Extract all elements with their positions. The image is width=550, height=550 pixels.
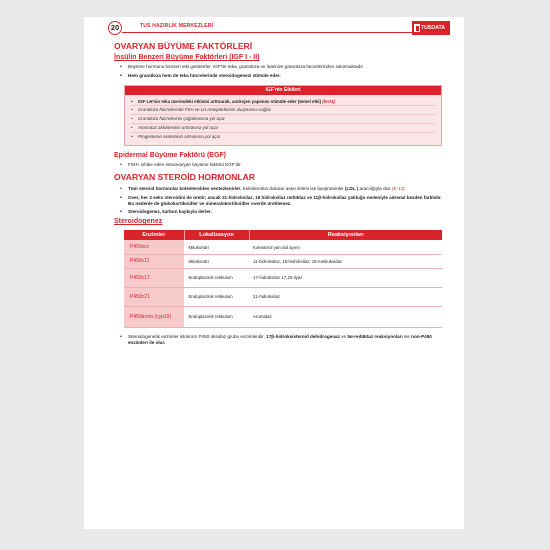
reference-code: (N-01)	[322, 98, 335, 104]
header-title: TUS HAZIRLIK MERKEZLERİ	[140, 23, 214, 29]
logo-text: TUSDATA	[421, 25, 446, 31]
table-row	[124, 254, 442, 268]
localization-cell: Mitokondri	[184, 240, 249, 254]
igf-effects-body	[125, 95, 441, 146]
enzyme-cell: P450c11	[124, 254, 184, 268]
page-number: 20	[108, 21, 122, 35]
reaction-cell: 17-hidroksilaz 17,20-liyaz	[249, 268, 442, 287]
note-text: ise	[402, 333, 412, 339]
list-item: • FSH'ı inhibe eden intraovaryan büyüme faktörü EGF'dir.	[120, 162, 444, 168]
list-item: • Steroidogenez, karbon kaybıyla ilerler.	[120, 209, 444, 215]
list-item	[120, 186, 444, 192]
list-item	[131, 99, 435, 107]
bullet-text: Kolesterolün dokular arası iletimi ise lipoproteinler	[241, 186, 344, 192]
subtitle-steroidogenez: Steroidogenez	[114, 218, 163, 226]
igf-bullet-list	[120, 64, 444, 79]
egf-bullet-list	[120, 162, 444, 168]
reaction-cell: 11-hidroksilaz, 18-hidroksilaz, 19-metiloksidaz	[249, 254, 442, 268]
table-row	[124, 268, 442, 287]
enzyme-cell: P450c17	[124, 268, 184, 287]
note-text: Steroidogenetik enzimler sitokrom P450 oksidaz grubu enzimleridir.	[128, 333, 267, 339]
document-page	[84, 17, 464, 529]
bullet-bold: Tüm steroid hormonlar kolesterolden sentezlenirler.	[128, 186, 242, 192]
list-item: • Granüloza hücrelerinin çoğalmasına yol açar	[131, 116, 435, 124]
section-title-steroid-hormones: OVARYAN STEROİD HORMONLAR	[114, 172, 256, 183]
list-item	[120, 334, 444, 346]
page-header	[84, 21, 464, 35]
note-bold: 5α-redüktaz reaksiyonları	[347, 333, 403, 339]
logo-mark-icon	[414, 24, 420, 32]
igf-effect-main: IGF LH'nin teka üzerindeki etkisini arttırarak, androjen yapımını stimüle eder (temel etki)	[138, 98, 322, 104]
table-row	[124, 240, 442, 254]
localization-cell: Mitokondri	[184, 254, 249, 268]
enzyme-cell: P450arom (cyp19)	[124, 306, 184, 327]
subtitle-egf: Epidermal Büyüme Faktörü (EGF)	[114, 152, 227, 160]
list-item: • Aromataz aktivitesinin artmasına yol açar	[131, 125, 435, 133]
list-item: • Hem granüloza hem de teka hücrelerinde steroidogenezi stimüle eder.	[120, 73, 444, 79]
column-header-reactions: Reaksiyonları	[249, 230, 442, 240]
list-item: • Progesteron sentezinin artmasına yol açar	[131, 134, 435, 141]
subtitle-igf: İnsülin Benzeri Büyüme Faktörleri (IGF I - II)	[114, 54, 260, 61]
igf-effects-title: IGF'nin Etkileri	[125, 86, 441, 95]
table-row	[124, 287, 442, 306]
section-title-growth-factors: OVARYAN BÜYÜME FAKTÖRLERİ	[114, 41, 253, 51]
column-header-localization: Lokalizasyon	[184, 230, 249, 240]
reaction-cell: 21-hidroksilaz	[249, 287, 442, 306]
enzyme-cell: P450scc	[124, 240, 184, 254]
page-content	[114, 41, 444, 348]
note-bold: non-P450 enzimleri ile olur.	[128, 333, 432, 345]
header-rule	[122, 32, 412, 33]
note-text: ve	[339, 333, 348, 339]
enzyme-table	[124, 230, 442, 328]
reference-code: (E-12).	[390, 186, 406, 192]
steroid-bullet-list	[120, 186, 444, 215]
enzyme-cell: P450c21	[124, 287, 184, 306]
localization-cell: Endoplazmik retikulum	[184, 268, 249, 287]
enzyme-note-list	[120, 334, 444, 346]
igf-effects-box	[124, 85, 442, 147]
column-header-enzymes: Enzimler	[124, 230, 184, 240]
table-header-row	[124, 230, 442, 240]
localization-cell: Endoplazmik retikulum	[184, 287, 249, 306]
bullet-text: aracılığıyla olur	[358, 186, 391, 192]
list-item: • Over, her 3 seks steroidini de üretir; ancak 21-hidroksilaz, 18 hidroksilaz redüktaz ve 11β-hidroksilaz yokluğu nedeniyle adrenal bezden farklıdır. Bu nedenle de glukokortikoidler ve mineralokortikoidler overde üretilemez.	[120, 195, 444, 207]
reaction-cell: Kolesterol yan dal ayımı	[249, 240, 442, 254]
table-row	[124, 306, 442, 327]
tusdata-logo	[412, 21, 450, 35]
list-item: • Büyüme hormonu benzeri etki gösterirler. IGF'ler teka, granüloza ve luteinize granüloza hücrelerinden salınmaktadır.	[120, 64, 444, 70]
note-bold: 17β-hidroksisteroid dehidrogenaz	[266, 333, 340, 339]
bullet-bold: (LDL )	[343, 186, 359, 192]
list-item: • Granüloza hücrelerinde FSH ve LH reseptörlerinin oluşmasını sağlar	[131, 107, 435, 115]
reaction-cell: Aromataz	[249, 306, 442, 327]
localization-cell: Endoplazmik retikulum	[184, 306, 249, 327]
